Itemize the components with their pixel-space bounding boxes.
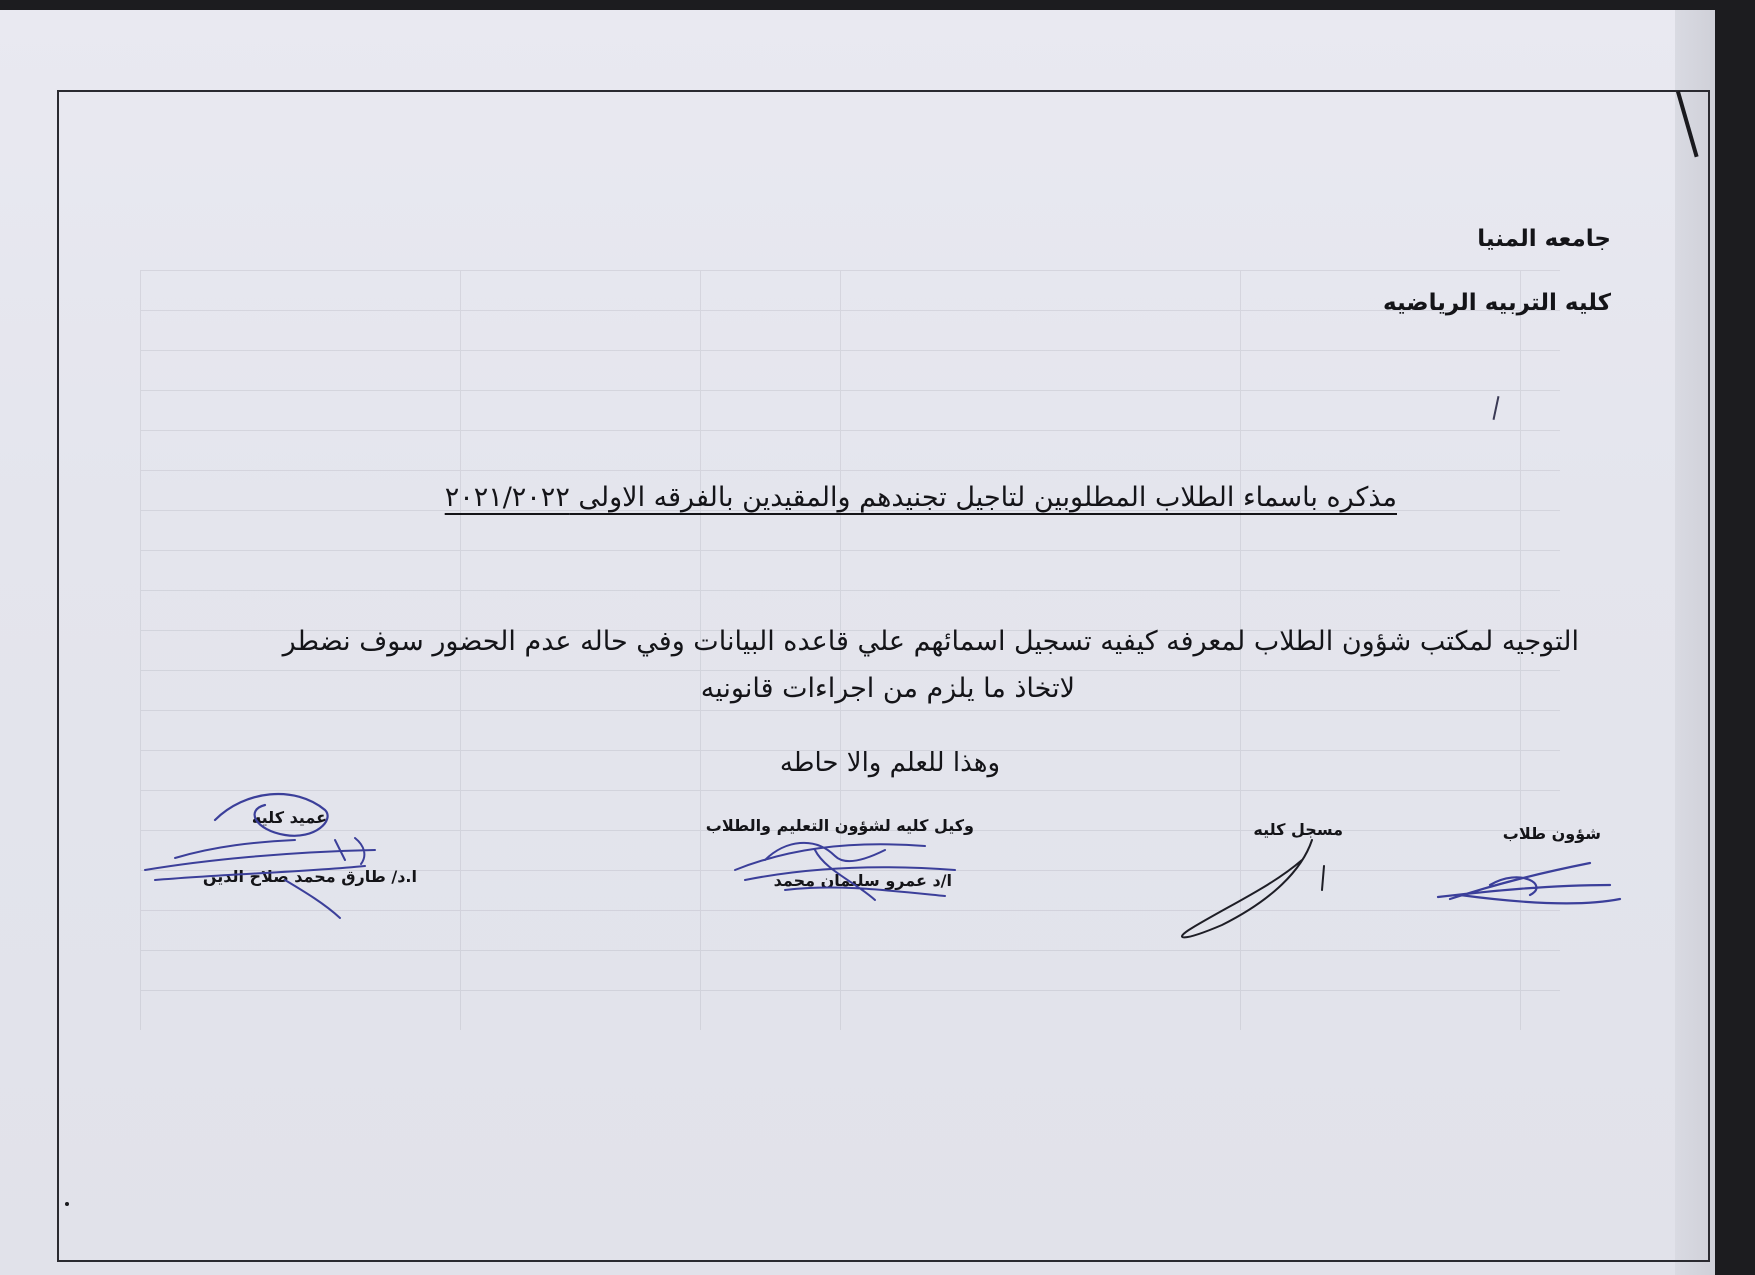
signatory-vice-dean-name: ا/د عمرو سليمان محمد bbox=[773, 871, 952, 890]
signatory-vice-dean-title: وكيل كليه لشؤون التعليم والطلاب bbox=[705, 816, 974, 835]
ink-dot bbox=[65, 1202, 69, 1206]
university-name: جامعه المنيا bbox=[1477, 226, 1611, 252]
faculty-name: كليه التربيه الرياضيه bbox=[1383, 290, 1611, 316]
signatory-dean-name: ا.د/ طارق محمد صلاح الدين bbox=[202, 867, 417, 886]
memo-title: مذكره باسماء الطلاب المطلوبين لتاجيل تجنيدهم والمقيدين بالفرقه الاولى ٢٠٢١/٢٠٢٢ bbox=[444, 482, 1397, 513]
memo-closing: وهذا للعلم والا حاطه bbox=[779, 748, 1000, 778]
signatory-registrar-title: مسجل كليه bbox=[1253, 820, 1343, 839]
signatory-dean-title: عميد كليه bbox=[251, 808, 327, 827]
memo-body-line-1: التوجيه لمكتب شؤون الطلاب لمعرفه كيفيه تسجيل اسمائهم علي قاعده البيانات وفي حاله عدم الحضور سوف نضطر bbox=[282, 626, 1579, 657]
memo-body-line-2: لاتخاذ ما يلزم من اجراءات قانونيه bbox=[700, 673, 1075, 704]
signatory-student-affairs-title: شؤون طلاب bbox=[1502, 824, 1601, 843]
